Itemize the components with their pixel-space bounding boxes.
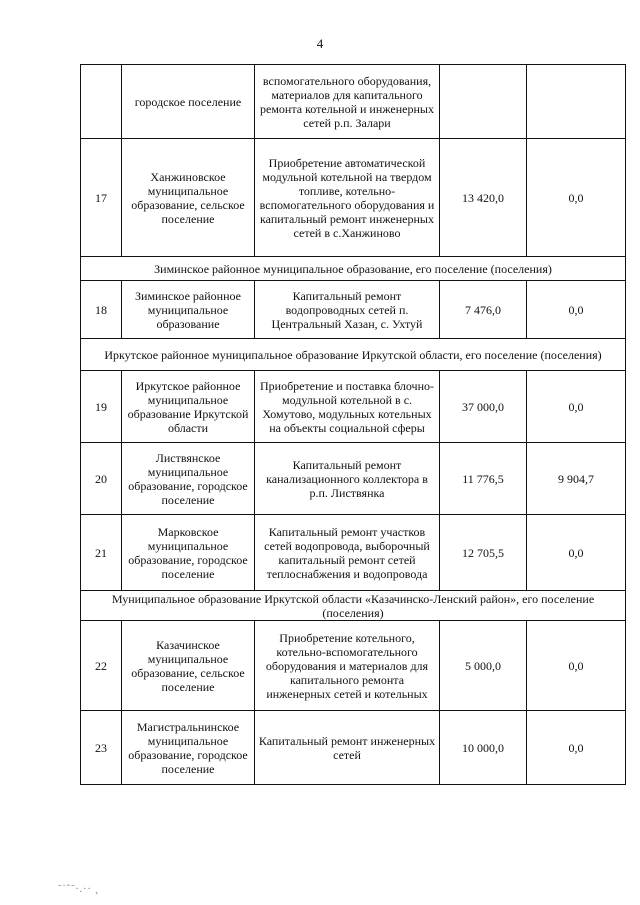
description-cell: Капитальный ремонт участков сетей водопровода, выборочный капитальный ремонт сетей теплоснабжения и водопровода xyxy=(255,515,440,591)
table-body xyxy=(81,65,626,785)
section-header-row xyxy=(81,257,626,281)
description-cell: Капитальный ремонт инженерных сетей xyxy=(255,711,440,785)
table-row xyxy=(81,515,626,591)
municipality-cell: Марковское муниципальное образование, городское поселение xyxy=(122,515,255,591)
table-row xyxy=(81,371,626,443)
row-number-cell: 18 xyxy=(81,281,122,339)
amount-2-cell: 0,0 xyxy=(527,621,626,711)
table-row xyxy=(81,621,626,711)
row-number-cell: 23 xyxy=(81,711,122,785)
row-number-cell: 19 xyxy=(81,371,122,443)
section-header: Муниципальное образование Иркутской области «Казачинско-Ленский район», его поселение (поселения) xyxy=(81,591,626,621)
table-row xyxy=(81,711,626,785)
description-cell: Капитальный ремонт водопроводных сетей п. Центральный Хазан, с. Ухтуй xyxy=(255,281,440,339)
amount-2-cell: 0,0 xyxy=(527,139,626,257)
section-header: Иркутское районное муниципальное образование Иркутской области, его поселение (поселения) xyxy=(81,339,626,371)
row-number-cell: 17 xyxy=(81,139,122,257)
amount-1-cell: 37 000,0 xyxy=(440,371,527,443)
row-number-cell: 21 xyxy=(81,515,122,591)
amount-1-cell xyxy=(440,65,527,139)
table-row xyxy=(81,65,626,139)
description-cell: вспомогательного оборудования, материалов для капитального ремонта котельной и инженерных сетей р.п. Залари xyxy=(255,65,440,139)
amount-2-cell: 0,0 xyxy=(527,711,626,785)
row-number-cell xyxy=(81,65,122,139)
amount-1-cell: 12 705,5 xyxy=(440,515,527,591)
municipality-cell: Ханжиновское муниципальное образование, сельское поселение xyxy=(122,139,255,257)
municipality-cell: городское поселение xyxy=(122,65,255,139)
amount-1-cell: 5 000,0 xyxy=(440,621,527,711)
page-number: 4 xyxy=(316,36,324,51)
amount-2-cell: 0,0 xyxy=(527,515,626,591)
table-row xyxy=(81,281,626,339)
municipality-cell: Зиминское районное муниципальное образование xyxy=(122,281,255,339)
table-row xyxy=(81,139,626,257)
description-cell: Капитальный ремонт канализационного коллектора в р.п. Листвянка xyxy=(255,443,440,515)
budget-allocation-table xyxy=(80,64,626,785)
description-cell: Приобретение котельного, котельно-вспомогательного оборудования и материалов для капитального ремонта инженерных сетей и котельных xyxy=(255,621,440,711)
scan-artifact-marks: ˜˙ˆ˜·.·· ˛ xyxy=(58,884,100,895)
amount-2-cell: 9 904,7 xyxy=(527,443,626,515)
amount-1-cell: 7 476,0 xyxy=(440,281,527,339)
municipality-cell: Листвянское муниципальное образование, городское поселение xyxy=(122,443,255,515)
section-header-row xyxy=(81,591,626,621)
amount-2-cell: 0,0 xyxy=(527,281,626,339)
municipality-cell: Магистральнинское муниципальное образование, городское поселение xyxy=(122,711,255,785)
amount-2-cell xyxy=(527,65,626,139)
section-header: Зиминское районное муниципальное образование, его поселение (поселения) xyxy=(81,257,626,281)
amount-1-cell: 10 000,0 xyxy=(440,711,527,785)
section-header-row xyxy=(81,339,626,371)
description-cell: Приобретение и поставка блочно-модульной котельной в с. Хомутово, модульных котельных на объекты социальной сферы xyxy=(255,371,440,443)
row-number-cell: 20 xyxy=(81,443,122,515)
description-cell: Приобретение автоматической модульной котельной на твердом топливе, котельно-вспомогательного оборудования и капитальный ремонт инженерных сетей в с.Ханжиново xyxy=(255,139,440,257)
table-row xyxy=(81,443,626,515)
amount-1-cell: 11 776,5 xyxy=(440,443,527,515)
municipality-cell: Иркутское районное муниципальное образование Иркутской области xyxy=(122,371,255,443)
municipality-cell: Казачинское муниципальное образование, сельское поселение xyxy=(122,621,255,711)
row-number-cell: 22 xyxy=(81,621,122,711)
amount-1-cell: 13 420,0 xyxy=(440,139,527,257)
amount-2-cell: 0,0 xyxy=(527,371,626,443)
